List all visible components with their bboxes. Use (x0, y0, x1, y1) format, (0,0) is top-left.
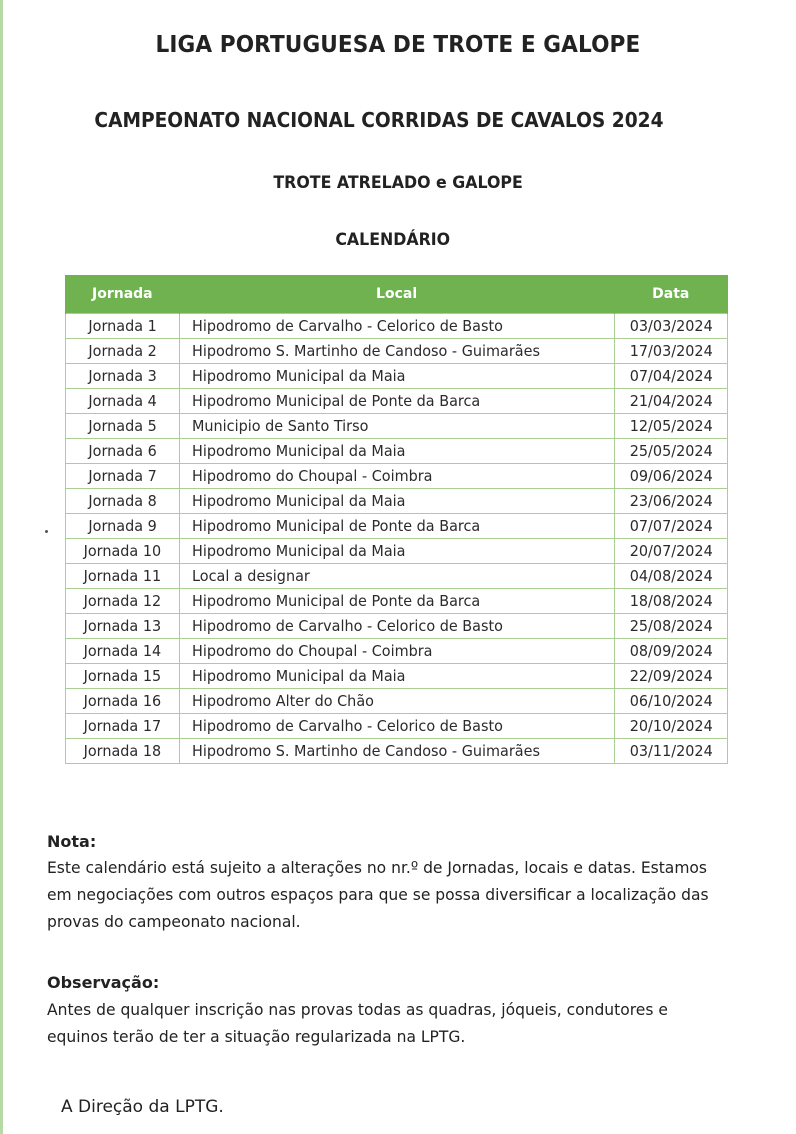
cell-local (179, 664, 614, 689)
cell-data-text: 25/05/2024 (629, 442, 713, 460)
cell-data (614, 614, 727, 639)
cell-data-text: 17/03/2024 (629, 342, 713, 360)
cell-data-text: 07/07/2024 (629, 517, 713, 535)
cell-data (614, 464, 727, 489)
cell-local-text: Hipodromo Municipal da Maia (191, 367, 406, 385)
cell-local-text: Hipodromo de Carvalho - Celorico de Basto (191, 617, 503, 635)
table-row (66, 414, 728, 439)
cell-data-text: 08/09/2024 (629, 642, 713, 660)
observation-title: Observação: (47, 973, 160, 992)
calendar-table-body (66, 314, 728, 764)
cell-data-text: 12/05/2024 (629, 417, 713, 435)
cell-data (614, 414, 727, 439)
cell-jornada (66, 389, 180, 414)
cell-jornada (66, 339, 180, 364)
cell-data-text: 03/03/2024 (629, 317, 713, 335)
cell-data (614, 589, 727, 614)
cell-local-text: Hipodromo S. Martinho de Candoso - Guimarães (191, 742, 540, 760)
cell-local-text: Hipodromo Municipal de Ponte da Barca (191, 392, 480, 410)
cell-jornada-text: Jornada 6 (88, 442, 157, 460)
cell-local (179, 314, 614, 339)
cell-data-text: 09/06/2024 (629, 467, 713, 485)
note-line: Este calendário está sujeito a alterações no nr.º de Jornadas, locais e datas. Estamos (47, 858, 708, 877)
cell-jornada (66, 639, 180, 664)
table-row (66, 439, 728, 464)
cell-local (179, 464, 614, 489)
cell-jornada-text: Jornada 7 (88, 467, 157, 485)
cell-jornada (66, 614, 180, 639)
table-row (66, 639, 728, 664)
table-row (66, 589, 728, 614)
cell-local (179, 589, 614, 614)
cell-jornada-text: Jornada 3 (88, 367, 157, 385)
cell-jornada (66, 464, 180, 489)
cell-jornada (66, 414, 180, 439)
cell-local-text: Hipodromo Municipal da Maia (191, 442, 406, 460)
cell-data (614, 439, 727, 464)
page-left-border (0, 0, 3, 1134)
cell-local (179, 689, 614, 714)
cell-jornada-text: Jornada 11 (83, 567, 162, 585)
table-row (66, 314, 728, 339)
cell-data (614, 364, 727, 389)
table-row (66, 339, 728, 364)
cell-jornada (66, 689, 180, 714)
cell-local-text: Hipodromo Municipal da Maia (191, 542, 406, 560)
table-row (66, 614, 728, 639)
cell-jornada (66, 439, 180, 464)
cell-data-text: 04/08/2024 (629, 567, 713, 585)
table-row (66, 514, 728, 539)
table-row (66, 539, 728, 564)
cell-local-text: Hipodromo Alter do Chão (191, 692, 374, 710)
cell-jornada-text: Jornada 14 (83, 642, 162, 660)
cell-jornada (66, 364, 180, 389)
cell-local (179, 514, 614, 539)
cell-local (179, 364, 614, 389)
cell-data (614, 564, 727, 589)
note-line: provas do campeonato nacional. (47, 912, 301, 931)
table-row (66, 689, 728, 714)
cell-local (179, 339, 614, 364)
cell-data (614, 689, 727, 714)
table-row (66, 739, 728, 764)
cell-jornada-text: Jornada 4 (88, 392, 157, 410)
cell-jornada-text: Jornada 17 (83, 717, 162, 735)
table-row (66, 489, 728, 514)
cell-jornada-text: Jornada 15 (83, 667, 162, 685)
table-row (66, 714, 728, 739)
cell-local (179, 614, 614, 639)
cell-data-text: 20/07/2024 (629, 542, 713, 560)
cell-data-text: 20/10/2024 (629, 717, 713, 735)
cell-jornada-text: Jornada 18 (83, 742, 162, 760)
cell-jornada (66, 314, 180, 339)
cell-jornada (66, 514, 180, 539)
cell-local-text: Hipodromo Municipal de Ponte da Barca (191, 592, 480, 610)
cell-data-text: 22/09/2024 (629, 667, 713, 685)
cell-jornada (66, 589, 180, 614)
cell-data-text: 07/04/2024 (629, 367, 713, 385)
cell-jornada (66, 739, 180, 764)
cell-data (614, 389, 727, 414)
cell-jornada-text: Jornada 8 (88, 492, 157, 510)
calendar-heading: CALENDÁRIO (335, 230, 451, 250)
cell-local-text: Hipodromo do Choupal - Coimbra (191, 642, 433, 660)
cell-data-text: 03/11/2024 (629, 742, 713, 760)
note-title: Nota: (47, 832, 97, 851)
category-title: TROTE ATRELADO e GALOPE (273, 173, 523, 193)
cell-local-text: Hipodromo Municipal da Maia (191, 667, 406, 685)
cell-jornada-text: Jornada 5 (88, 417, 157, 435)
cell-data (614, 664, 727, 689)
cell-local-text: Hipodromo Municipal da Maia (191, 492, 406, 510)
cell-data-text: 21/04/2024 (629, 392, 713, 410)
cell-jornada-text: Jornada 10 (83, 542, 162, 560)
championship-title: CAMPEONATO NACIONAL CORRIDAS DE CAVALOS 2024 (94, 108, 664, 132)
cell-local-text: Hipodromo de Carvalho - Celorico de Basto (191, 717, 503, 735)
table-row (66, 664, 728, 689)
observation-line: Antes de qualquer inscrição nas provas todas as quadras, jóqueis, condutores e (47, 1000, 668, 1019)
cell-jornada-text: Jornada 16 (83, 692, 162, 710)
cell-jornada-text: Jornada 13 (83, 617, 162, 635)
cell-data (614, 539, 727, 564)
cell-data (614, 739, 727, 764)
cell-jornada-text: Jornada 1 (88, 317, 157, 335)
table-row (66, 564, 728, 589)
cell-data-text: 25/08/2024 (629, 617, 713, 635)
calendar-table (65, 275, 728, 764)
cell-data-text: 18/08/2024 (629, 592, 713, 610)
cell-data (614, 489, 727, 514)
column-header-data: Data (614, 275, 727, 314)
cell-data (614, 314, 727, 339)
observation-line: equinos terão de ter a situação regularizada na LPTG. (47, 1027, 466, 1046)
cell-local (179, 389, 614, 414)
cell-local-text: Municipio de Santo Tirso (191, 417, 369, 435)
cell-local (179, 714, 614, 739)
cell-jornada (66, 489, 180, 514)
cell-data (614, 639, 727, 664)
cell-local-text: Hipodromo Municipal de Ponte da Barca (191, 517, 480, 535)
cell-jornada (66, 564, 180, 589)
cell-data-text: 23/06/2024 (629, 492, 713, 510)
table-row (66, 364, 728, 389)
table-row (66, 464, 728, 489)
observation-text (47, 996, 767, 1050)
note-line: em negociações com outros espaços para que se possa diversificar a localização das (47, 885, 709, 904)
table-header-row (66, 275, 728, 314)
cell-local-text: Hipodromo do Choupal - Coimbra (191, 467, 433, 485)
cell-local (179, 564, 614, 589)
cell-local-text: Hipodromo de Carvalho - Celorico de Basto (191, 317, 503, 335)
cell-local-text: Hipodromo S. Martinho de Candoso - Guimarães (191, 342, 540, 360)
cell-data (614, 714, 727, 739)
column-header-jornada: Jornada (66, 275, 180, 314)
cell-local (179, 489, 614, 514)
stray-dot (45, 530, 48, 533)
league-title: LIGA PORTUGUESA DE TROTE E GALOPE (155, 32, 641, 58)
cell-jornada (66, 539, 180, 564)
signature: A Direção da LPTG. (61, 1097, 224, 1117)
cell-local-text: Local a designar (191, 567, 310, 585)
cell-local (179, 739, 614, 764)
column-header-local: Local (179, 275, 614, 314)
note-text (47, 854, 767, 935)
cell-data (614, 514, 727, 539)
cell-local (179, 639, 614, 664)
table-row (66, 389, 728, 414)
cell-jornada-text: Jornada 9 (88, 517, 157, 535)
cell-jornada-text: Jornada 12 (83, 592, 162, 610)
cell-jornada (66, 664, 180, 689)
cell-local (179, 414, 614, 439)
cell-local (179, 539, 614, 564)
cell-data-text: 06/10/2024 (629, 692, 713, 710)
cell-jornada (66, 714, 180, 739)
cell-data (614, 339, 727, 364)
cell-local (179, 439, 614, 464)
cell-jornada-text: Jornada 2 (88, 342, 157, 360)
